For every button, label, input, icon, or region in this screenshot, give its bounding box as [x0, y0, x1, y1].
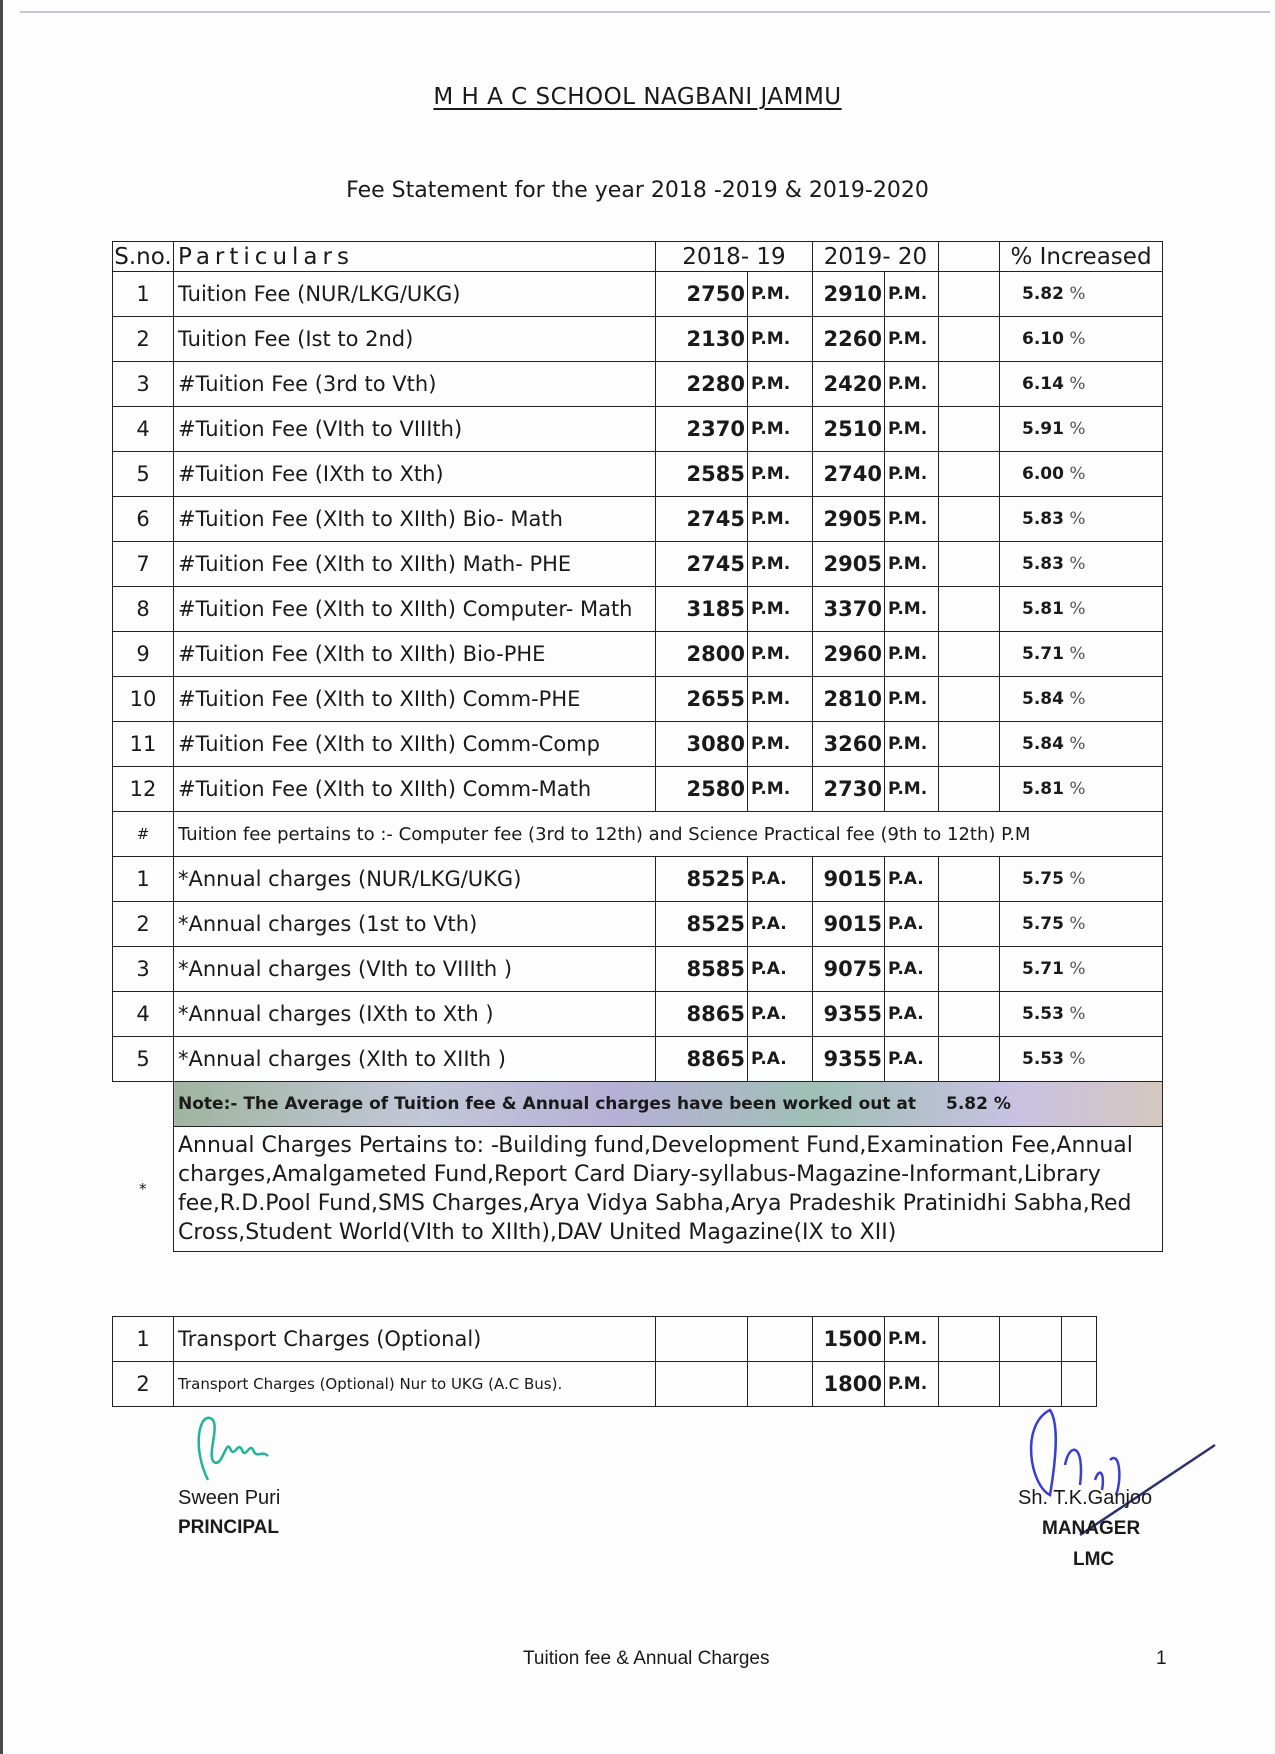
blank-cell [1000, 1362, 1062, 1407]
unit-2018-19: P.M. [748, 452, 813, 497]
fee-2019-20: 1800 [813, 1362, 885, 1407]
unit-2019-20: P.M. [885, 497, 939, 542]
average-note-value: 5.82 % [946, 1093, 1011, 1114]
row-particular: #Tuition Fee (XIth to XIIth) Comm-Comp [174, 722, 656, 767]
percent-increase [1000, 767, 1163, 812]
principal-role: PRINCIPAL [178, 1517, 279, 1538]
fee-2018-19: 2745 [656, 542, 748, 587]
row-sno: 9 [113, 632, 174, 677]
table-row [113, 272, 1163, 317]
blank-cell [748, 1362, 813, 1407]
row-particular: Tuition Fee (Ist to 2nd) [174, 317, 656, 362]
percent-sign: % [1069, 1049, 1086, 1069]
percent-value: 5.53 [1022, 1049, 1064, 1069]
unit-2018-19: P.M. [748, 542, 813, 587]
header-particulars: Particulars [174, 242, 656, 272]
row-particular: *Annual charges (NUR/LKG/UKG) [174, 857, 656, 902]
table-row [113, 767, 1163, 812]
blank-cell [939, 857, 1000, 902]
percent-increase [1000, 407, 1163, 452]
blank-cell [939, 1362, 1000, 1407]
unit-2019-20: P.A. [885, 902, 939, 947]
unit-2018-19: P.M. [748, 722, 813, 767]
percent-increase [1000, 542, 1163, 587]
fee-2018-19: 2750 [656, 272, 748, 317]
school-name-heading [0, 84, 1275, 110]
table-row [113, 317, 1163, 362]
fee-2018-19: 3185 [656, 587, 748, 632]
manager-role: MANAGER [1042, 1518, 1141, 1539]
page-number: 1 [1156, 1648, 1167, 1669]
percent-sign: % [1069, 509, 1086, 529]
percent-increase [1000, 992, 1163, 1037]
row-sno: 7 [113, 542, 174, 587]
unit-2019-20: P.A. [885, 992, 939, 1037]
unit-2019-20: P.M. [885, 587, 939, 632]
percent-increase [1000, 677, 1163, 722]
row-sno: 3 [113, 362, 174, 407]
percent-sign: % [1069, 284, 1086, 304]
row-particular: #Tuition Fee (XIth to XIIth) Bio-PHE [174, 632, 656, 677]
fee-2018-19: 8585 [656, 947, 748, 992]
blank-cell [939, 542, 1000, 587]
percent-sign: % [1069, 734, 1086, 754]
unit-2019-20: P.M. [885, 542, 939, 587]
row-particular: #Tuition Fee (XIth to XIIth) Comm-PHE [174, 677, 656, 722]
percent-value: 5.81 [1022, 779, 1064, 799]
unit-2019-20: P.M. [885, 452, 939, 497]
table-row [113, 632, 1163, 677]
unit-2018-19: P.A. [748, 947, 813, 992]
row-sno: 1 [113, 1317, 174, 1362]
annual-note-marker: * [113, 1126, 174, 1251]
percent-value: 5.91 [1022, 419, 1064, 439]
transport-table [112, 1316, 1097, 1407]
percent-increase [1000, 497, 1163, 542]
fee-2018-19: 8865 [656, 1037, 748, 1082]
percent-sign: % [1069, 1004, 1086, 1024]
annual-note-row [113, 1126, 1163, 1251]
row-particular: *Annual charges (1st to Vth) [174, 902, 656, 947]
fee-2019-20: 1500 [813, 1317, 885, 1362]
row-sno: 6 [113, 497, 174, 542]
blank-cell [939, 1037, 1000, 1082]
percent-value: 5.75 [1022, 914, 1064, 934]
row-particular: #Tuition Fee (XIth to XIIth) Comm-Math [174, 767, 656, 812]
transport-row [113, 1317, 1097, 1362]
manager-org: LMC [1073, 1549, 1115, 1570]
row-sno: 2 [113, 317, 174, 362]
percent-sign: % [1069, 464, 1086, 484]
fee-2019-20: 9355 [813, 992, 885, 1037]
blank-cell [656, 1362, 748, 1407]
blank-cell [939, 587, 1000, 632]
fee-2018-19: 8525 [656, 857, 748, 902]
blank-cell [939, 677, 1000, 722]
percent-increase [1000, 587, 1163, 632]
fee-2018-19: 2745 [656, 497, 748, 542]
percent-value: 5.84 [1022, 689, 1064, 709]
table-row [113, 1037, 1163, 1082]
percent-sign: % [1069, 599, 1086, 619]
fee-2018-19: 2280 [656, 362, 748, 407]
row-sno: 1 [113, 272, 174, 317]
unit-2018-19: P.A. [748, 992, 813, 1037]
blank-cell [939, 272, 1000, 317]
unit-2018-19: P.M. [748, 587, 813, 632]
row-particular: #Tuition Fee (IXth to Xth) [174, 452, 656, 497]
fee-2018-19: 2655 [656, 677, 748, 722]
table-row [113, 362, 1163, 407]
unit-2018-19: P.A. [748, 1037, 813, 1082]
unit-2018-19: P.M. [748, 407, 813, 452]
row-particular: Transport Charges (Optional) [174, 1317, 656, 1362]
tuition-note-row [113, 812, 1163, 857]
percent-value: 5.71 [1022, 644, 1064, 664]
percent-value: 5.82 [1022, 284, 1064, 304]
fee-2018-19: 2370 [656, 407, 748, 452]
blank-cell [939, 317, 1000, 362]
percent-value: 5.53 [1022, 1004, 1064, 1024]
annual-note-text: Annual Charges Pertains to: -Building fund,Development Fund,Examination Fee,Annual charges,Amalgameted Fund,Report Card Diary-syllabus-Magazine-Informant,Library fee,R.D.Pool Fund,SMS Charges,Arya Vidya Sabha,Arya Pradeshik Pratinidhi Sabha,Red Cross,Student World(VIth to XIIth),DAV United Magazine(IX to XII) [174, 1126, 1163, 1251]
scan-edge-top [20, 11, 1270, 13]
average-note-blank [113, 1082, 174, 1127]
unit-2019-20: P.A. [885, 947, 939, 992]
fee-2018-19: 8525 [656, 902, 748, 947]
unit-2018-19: P.M. [748, 362, 813, 407]
row-sno: 5 [113, 1037, 174, 1082]
statement-title: Fee Statement for the year 2018 -2019 & 2019-2020 [346, 178, 929, 203]
row-sno: 3 [113, 947, 174, 992]
fee-2019-20: 2905 [813, 542, 885, 587]
fee-2019-20: 2510 [813, 407, 885, 452]
fee-2019-20: 2730 [813, 767, 885, 812]
percent-sign: % [1069, 554, 1086, 574]
unit-2019-20: P.M. [885, 362, 939, 407]
row-sno: 2 [113, 902, 174, 947]
unit-2018-19: P.M. [748, 632, 813, 677]
principal-signature [178, 1410, 288, 1490]
row-particular: #Tuition Fee (VIth to VIIIth) [174, 407, 656, 452]
percent-value: 5.81 [1022, 599, 1064, 619]
table-row [113, 497, 1163, 542]
blank-cell [748, 1317, 813, 1362]
row-sno: 8 [113, 587, 174, 632]
percent-sign: % [1069, 419, 1086, 439]
unit-2019-20: P.M. [885, 632, 939, 677]
table-row [113, 587, 1163, 632]
row-sno: 1 [113, 857, 174, 902]
percent-increase [1000, 317, 1163, 362]
fee-2018-19: 2800 [656, 632, 748, 677]
table-row [113, 902, 1163, 947]
table-row [113, 857, 1163, 902]
table-row [113, 407, 1163, 452]
header-sno: S.no. [114, 243, 172, 270]
average-note-row [113, 1082, 1163, 1127]
fee-2019-20: 2910 [813, 272, 885, 317]
scan-edge-left [0, 0, 3, 1754]
row-particular: *Annual charges (XIth to XIIth ) [174, 1037, 656, 1082]
row-sno: 4 [113, 992, 174, 1037]
fee-2018-19: 3080 [656, 722, 748, 767]
percent-sign: % [1069, 374, 1086, 394]
percent-sign: % [1069, 689, 1086, 709]
percent-value: 6.14 [1022, 374, 1064, 394]
table-row [113, 992, 1163, 1037]
percent-sign: % [1069, 914, 1086, 934]
unit-2019-20: P.M. [885, 677, 939, 722]
blank-cell [939, 407, 1000, 452]
table-header-row [113, 242, 1163, 272]
fee-2019-20: 2960 [813, 632, 885, 677]
blank-cell [939, 452, 1000, 497]
fee-2019-20: 9015 [813, 857, 885, 902]
table-row [113, 677, 1163, 722]
unit-2019-20: P.M. [885, 1317, 939, 1362]
row-sno: 5 [113, 452, 174, 497]
header-2018-19: 2018- 19 [656, 242, 813, 272]
blank-cell [656, 1317, 748, 1362]
percent-increase [1000, 632, 1163, 677]
unit-2019-20: P.M. [885, 722, 939, 767]
blank-cell [939, 497, 1000, 542]
table-row [113, 722, 1163, 767]
unit-2018-19: P.M. [748, 272, 813, 317]
percent-increase [1000, 1037, 1163, 1082]
average-note [174, 1082, 1163, 1127]
unit-2018-19: P.M. [748, 497, 813, 542]
percent-sign: % [1069, 869, 1086, 889]
percent-sign: % [1069, 644, 1086, 664]
percent-sign: % [1069, 329, 1086, 349]
principal-signature-stroke [199, 1418, 268, 1480]
blank-cell [939, 362, 1000, 407]
unit-2019-20: P.A. [885, 1037, 939, 1082]
fee-2018-19: 2585 [656, 452, 748, 497]
row-particular: *Annual charges (VIth to VIIIth ) [174, 947, 656, 992]
percent-increase [1000, 722, 1163, 767]
row-particular: #Tuition Fee (3rd to Vth) [174, 362, 656, 407]
tuition-note-text: Tuition fee pertains to :- Computer fee (3rd to 12th) and Science Practical fee (9th to 12th) P.M [174, 812, 1163, 857]
unit-2018-19: P.M. [748, 767, 813, 812]
footer-text: Tuition fee & Annual Charges [523, 1648, 770, 1669]
unit-2018-19: P.M. [748, 317, 813, 362]
blank-cell [939, 902, 1000, 947]
blank-cell [1062, 1362, 1097, 1407]
unit-2018-19: P.A. [748, 857, 813, 902]
fee-2019-20: 9355 [813, 1037, 885, 1082]
row-sno: 10 [113, 677, 174, 722]
percent-value: 6.00 [1022, 464, 1064, 484]
percent-increase [1000, 947, 1163, 992]
tuition-note-marker: # [113, 812, 174, 857]
fee-2018-19: 2580 [656, 767, 748, 812]
fee-2019-20: 2420 [813, 362, 885, 407]
row-particular: #Tuition Fee (XIth to XIIth) Math- PHE [174, 542, 656, 587]
percent-value: 6.10 [1022, 329, 1064, 349]
fee-table [112, 241, 1163, 1252]
unit-2019-20: P.M. [885, 272, 939, 317]
unit-2019-20: P.M. [885, 317, 939, 362]
blank-cell [939, 992, 1000, 1037]
blank-cell [939, 632, 1000, 677]
percent-increase [1000, 272, 1163, 317]
header-blank [939, 242, 1000, 272]
table-row [113, 452, 1163, 497]
percent-sign: % [1069, 779, 1086, 799]
transport-row [113, 1362, 1097, 1407]
percent-increase [1000, 362, 1163, 407]
unit-2018-19: P.A. [748, 902, 813, 947]
table-row [113, 542, 1163, 587]
unit-2018-19: P.M. [748, 677, 813, 722]
percent-increase [1000, 857, 1163, 902]
row-particular: #Tuition Fee (XIth to XIIth) Computer- Math [174, 587, 656, 632]
fee-2019-20: 3370 [813, 587, 885, 632]
manager-name: Sh. T.K.Ganjoo [1018, 1487, 1153, 1509]
percent-value: 5.84 [1022, 734, 1064, 754]
blank-cell [939, 722, 1000, 767]
percent-increase [1000, 452, 1163, 497]
blank-cell [939, 947, 1000, 992]
fee-2018-19: 2130 [656, 317, 748, 362]
row-sno: 11 [113, 722, 174, 767]
percent-value: 5.75 [1022, 869, 1064, 889]
percent-value: 5.83 [1022, 554, 1064, 574]
blank-cell [939, 767, 1000, 812]
percent-increase [1000, 902, 1163, 947]
header-2019-20: 2019- 20 [813, 242, 939, 272]
percent-sign: % [1069, 959, 1086, 979]
fee-2019-20: 2905 [813, 497, 885, 542]
fee-2019-20: 9015 [813, 902, 885, 947]
unit-2019-20: P.M. [885, 1362, 939, 1407]
row-particular: Transport Charges (Optional) Nur to UKG (A.C Bus). [174, 1362, 656, 1407]
fee-2019-20: 3260 [813, 722, 885, 767]
fee-2018-19: 8865 [656, 992, 748, 1037]
row-sno: 4 [113, 407, 174, 452]
row-particular: #Tuition Fee (XIth to XIIth) Bio- Math [174, 497, 656, 542]
average-note-text: Note:- The Average of Tuition fee & Annual charges have been worked out at [178, 1093, 917, 1114]
table-row [113, 947, 1163, 992]
row-particular: Tuition Fee (NUR/LKG/UKG) [174, 272, 656, 317]
school-name: M H A C SCHOOL NAGBANI JAMMU [433, 84, 842, 110]
header-increase: % Increased [1000, 242, 1163, 272]
fee-2019-20: 2260 [813, 317, 885, 362]
row-sno: 12 [113, 767, 174, 812]
unit-2019-20: P.M. [885, 767, 939, 812]
row-particular: *Annual charges (IXth to Xth ) [174, 992, 656, 1037]
percent-value: 5.83 [1022, 509, 1064, 529]
fee-2019-20: 2740 [813, 452, 885, 497]
blank-cell [1062, 1317, 1097, 1362]
principal-name: Sween Puri [178, 1487, 281, 1509]
blank-cell [1000, 1317, 1062, 1362]
unit-2019-20: P.A. [885, 857, 939, 902]
row-sno: 2 [113, 1362, 174, 1407]
percent-value: 5.71 [1022, 959, 1064, 979]
blank-cell [939, 1317, 1000, 1362]
fee-2019-20: 2810 [813, 677, 885, 722]
fee-2019-20: 9075 [813, 947, 885, 992]
manager-signature-loops [1031, 1410, 1119, 1495]
unit-2019-20: P.M. [885, 407, 939, 452]
